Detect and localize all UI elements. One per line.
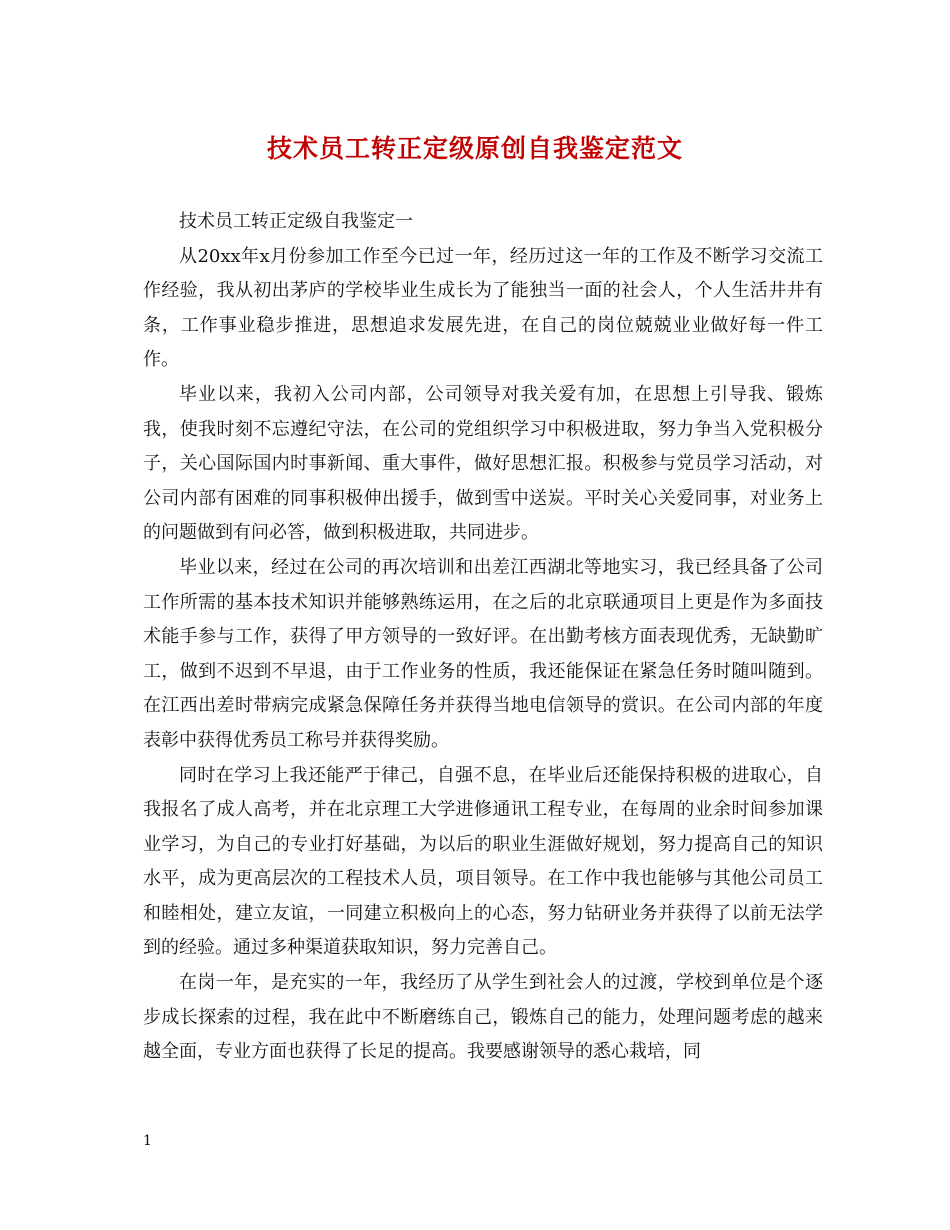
section-heading: 技术员工转正定级自我鉴定一 [179, 211, 413, 232]
body-paragraph: 毕业以来，经过在公司的再次培训和出差江西湖北等地实习，我已经具备了公司工作所需的基本技术知识并能够熟练运用，在之后的北京联通项目上更是作为多面技术能手参与工作，获得了甲方领导的一致好评。在出勤考核方面表现优秀，无缺勤旷工，做到不迟到不早退，由于工作业务的性质，我还能保证在紧急任务时随叫随到。在江西出差时带病完成紧急保障任务并获得当地电信领导的赏识。在公司内部的年度表彰中获得优秀员工称号并获得奖励。 [143, 556, 823, 751]
body-paragraph: 同时在学习上我还能严于律己，自强不息，在毕业后还能保持积极的进取心，自我报名了成人高考，并在北京理工大学进修通讯工程专业，在每周的业余时间参加课业学习，为自己的专业打好基础，为以后的职业生涯做好规划，努力提高自己的知识水平，成为更高层次的工程技术人员，项目领导。在工作中我也能够与其他公司员工和睦相处，建立友谊，一同建立积极向上的心态，努力钻研业务并获得了以前无法学到的经验。通过多种渠道获取知识，努力完善自己。 [143, 764, 823, 959]
body-paragraph: 从20xx年x月份参加工作至今已过一年，经历过这一年的工作及不断学习交流工作经验，我从初出茅庐的学校毕业生成长为了能独当一面的社会人，个人生活井井有条，工作事业稳步推进，思想追求发展先进，在自己的岗位兢兢业业做好每一件工作。 [143, 245, 823, 371]
document-title: 技术员工转正定级原创自我鉴定范文 [266, 134, 683, 163]
body-paragraph: 毕业以来，我初入公司内部，公司领导对我关爱有加，在思想上引导我、锻炼我，使我时刻不忘遵纪守法，在公司的党组织学习中积极进取，努力争当入党积极分子，关心国际国内时事新闻、重大事件，做好思想汇报。积极参与党员学习活动，对公司内部有困难的同事积极伸出援手，做到雪中送炭。平时关心关爱同事，对业务上的问题做到有问必答，做到积极进取，共同进步。 [143, 383, 823, 544]
page-number: 1 [143, 1133, 152, 1149]
body-paragraph: 在岗一年，是充实的一年，我经历了从学生到社会人的过渡，学校到单位是个逐步成长探索的过程，我在此中不断磨练自己，锻炼自己的能力，处理问题考虑的越来越全面，专业方面也获得了长足的提高。我要感谢领导的悉心栽培，同 [143, 972, 823, 1063]
document-body [143, 205, 823, 1070]
